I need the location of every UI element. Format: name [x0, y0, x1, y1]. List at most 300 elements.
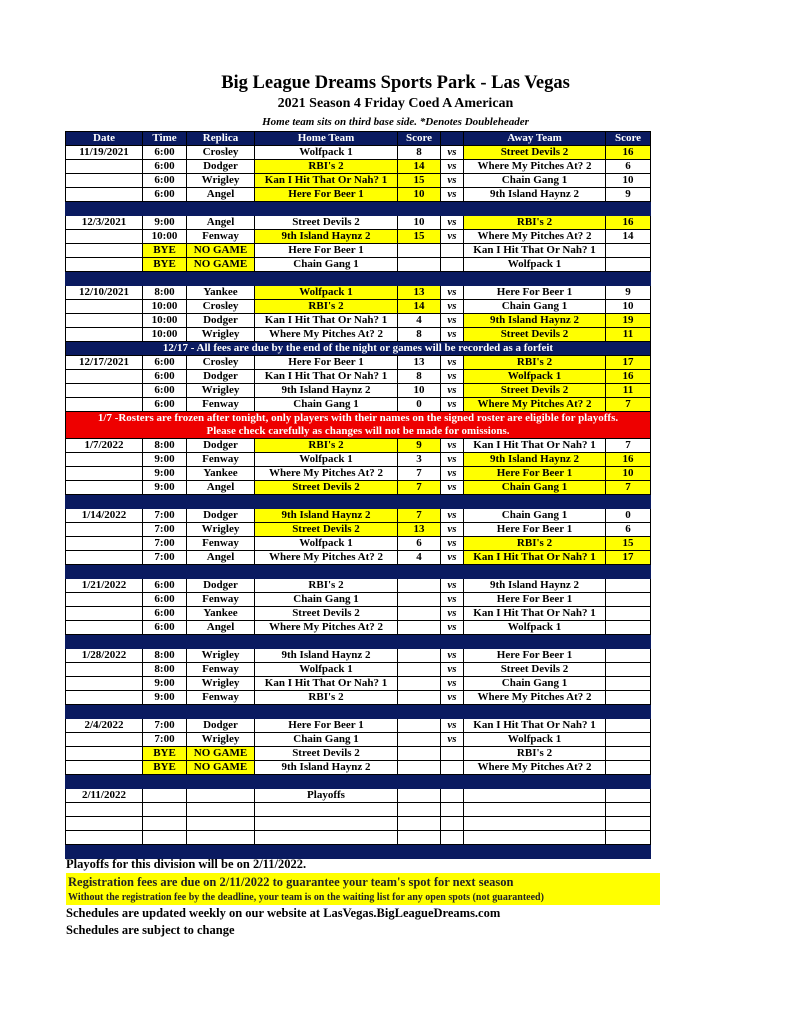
game-date: 2/4/2022 — [66, 719, 143, 733]
away-score — [606, 677, 651, 691]
away-score: 9 — [606, 286, 651, 300]
game-field: Angel — [187, 216, 255, 230]
game-time: BYE — [143, 761, 187, 775]
home-team: RBI's 2 — [255, 160, 398, 174]
away-score — [606, 579, 651, 593]
game-time: BYE — [143, 747, 187, 761]
game-field: Yankee — [187, 467, 255, 481]
game-date — [66, 314, 143, 328]
playoffs-row — [66, 789, 651, 803]
home-team: Here For Beer 1 — [255, 244, 398, 258]
home-team: Street Devils 2 — [255, 747, 398, 761]
game-time: BYE — [143, 244, 187, 258]
col-date: Date — [66, 132, 143, 146]
empty-cell — [66, 803, 143, 817]
table-row — [66, 230, 651, 244]
home-score: 15 — [398, 230, 441, 244]
separator-cell — [606, 202, 651, 216]
away-team: RBI's 2 — [464, 537, 606, 551]
vs-label: vs — [441, 551, 464, 565]
game-time: 9:00 — [143, 677, 187, 691]
week-separator — [66, 202, 651, 216]
game-field: Fenway — [187, 691, 255, 705]
vs-label: vs — [441, 230, 464, 244]
separator-cell — [441, 565, 464, 579]
game-date — [66, 258, 143, 272]
vs-label: vs — [441, 649, 464, 663]
home-team: Chain Gang 1 — [255, 593, 398, 607]
home-team: Where My Pitches At? 2 — [255, 328, 398, 342]
home-score — [398, 649, 441, 663]
home-score — [398, 663, 441, 677]
away-team: Street Devils 2 — [464, 146, 606, 160]
table-row — [66, 244, 651, 258]
game-time: 7:00 — [143, 551, 187, 565]
separator-cell — [66, 635, 143, 649]
game-time: 7:00 — [143, 509, 187, 523]
home-team: Kan I Hit That Or Nah? 1 — [255, 677, 398, 691]
home-score: 13 — [398, 286, 441, 300]
table-row — [66, 523, 651, 537]
empty-cell — [66, 831, 143, 845]
away-team: Chain Gang 1 — [464, 509, 606, 523]
game-time: 8:00 — [143, 663, 187, 677]
vs-label: vs — [441, 467, 464, 481]
game-date — [66, 607, 143, 621]
home-score — [398, 593, 441, 607]
empty-cell — [441, 817, 464, 831]
game-field: NO GAME — [187, 761, 255, 775]
game-time: 8:00 — [143, 286, 187, 300]
separator-cell — [143, 202, 187, 216]
empty-cell — [606, 803, 651, 817]
vs-label — [441, 761, 464, 775]
separator-cell — [464, 635, 606, 649]
separator-cell — [66, 565, 143, 579]
separator-cell — [66, 272, 143, 286]
table-row — [66, 607, 651, 621]
empty-cell — [187, 817, 255, 831]
vs-label: vs — [441, 593, 464, 607]
game-field: Angel — [187, 621, 255, 635]
game-date — [66, 691, 143, 705]
away-score: 10 — [606, 300, 651, 314]
separator-cell — [143, 775, 187, 789]
vs-label: vs — [441, 607, 464, 621]
game-date — [66, 300, 143, 314]
roster-alert-row — [66, 412, 651, 439]
away-score: 6 — [606, 160, 651, 174]
empty-cell — [441, 803, 464, 817]
game-field: Dodger — [187, 719, 255, 733]
game-date — [66, 551, 143, 565]
game-date — [66, 398, 143, 412]
game-date — [66, 537, 143, 551]
game-date — [66, 384, 143, 398]
home-team: Chain Gang 1 — [255, 733, 398, 747]
vs-label: vs — [441, 356, 464, 370]
home-team: Kan I Hit That Or Nah? 1 — [255, 314, 398, 328]
separator-cell — [187, 705, 255, 719]
away-team: Wolfpack 1 — [464, 733, 606, 747]
away-team: Street Devils 2 — [464, 663, 606, 677]
game-field: Dodger — [187, 314, 255, 328]
game-date — [66, 663, 143, 677]
game-date — [66, 481, 143, 495]
home-score — [398, 244, 441, 258]
empty-row — [66, 803, 651, 817]
game-date — [66, 467, 143, 481]
home-score: 14 — [398, 300, 441, 314]
game-field: Dodger — [187, 160, 255, 174]
separator-cell — [187, 202, 255, 216]
page-subtitle: 2021 Season 4 Friday Coed A American — [277, 96, 514, 111]
separator-cell — [255, 705, 398, 719]
empty-cell — [398, 817, 441, 831]
away-score — [606, 621, 651, 635]
empty-cell — [398, 803, 441, 817]
home-score — [398, 733, 441, 747]
game-time: 6:00 — [143, 607, 187, 621]
home-score: 4 — [398, 551, 441, 565]
vs-label: vs — [441, 481, 464, 495]
empty-cell — [606, 831, 651, 845]
empty-row — [66, 831, 651, 845]
away-score: 7 — [606, 439, 651, 453]
away-team: RBI's 2 — [464, 356, 606, 370]
vs-label: vs — [441, 314, 464, 328]
empty-cell — [143, 803, 187, 817]
vs-label: vs — [441, 509, 464, 523]
game-field: Dodger — [187, 579, 255, 593]
separator-cell — [143, 635, 187, 649]
game-time: 6:00 — [143, 370, 187, 384]
game-field: Fenway — [187, 230, 255, 244]
empty-cell — [464, 803, 606, 817]
separator-cell — [255, 635, 398, 649]
week-separator — [66, 495, 651, 509]
col-home-score: Score — [398, 132, 441, 146]
game-time: 7:00 — [143, 733, 187, 747]
game-date: 1/14/2022 — [66, 509, 143, 523]
away-score: 10 — [606, 467, 651, 481]
home-score — [398, 607, 441, 621]
empty-cell — [441, 831, 464, 845]
table-row — [66, 537, 651, 551]
empty-cell — [464, 789, 606, 803]
game-field: Wrigley — [187, 523, 255, 537]
game-date — [66, 230, 143, 244]
home-team: Wolfpack 1 — [255, 453, 398, 467]
away-team: Street Devils 2 — [464, 384, 606, 398]
game-field: Fenway — [187, 453, 255, 467]
table-row — [66, 579, 651, 593]
game-date: 12/3/2021 — [66, 216, 143, 230]
table-row — [66, 593, 651, 607]
empty-cell — [398, 789, 441, 803]
footer-waiting-list-note: Without the registration fee by the deadline, your team is on the waiting list for any open spots (not guaranteed) — [66, 891, 660, 905]
separator-cell — [255, 202, 398, 216]
home-score: 14 — [398, 160, 441, 174]
vs-label: vs — [441, 719, 464, 733]
game-field: Crosley — [187, 300, 255, 314]
home-team: Here For Beer 1 — [255, 188, 398, 202]
game-date — [66, 370, 143, 384]
separator-cell — [441, 495, 464, 509]
away-score — [606, 691, 651, 705]
table-row — [66, 719, 651, 733]
empty-cell — [441, 789, 464, 803]
vs-label: vs — [441, 286, 464, 300]
game-date — [66, 453, 143, 467]
home-team: Where My Pitches At? 2 — [255, 467, 398, 481]
table-row — [66, 356, 651, 370]
vs-label: vs — [441, 384, 464, 398]
home-team: Street Devils 2 — [255, 607, 398, 621]
page-note: Home team sits on third base side. *Denotes Doubleheader — [262, 116, 529, 128]
separator-cell — [143, 705, 187, 719]
home-score — [398, 719, 441, 733]
separator-cell — [606, 272, 651, 286]
separator-cell — [255, 565, 398, 579]
away-team: Chain Gang 1 — [464, 300, 606, 314]
game-field: Crosley — [187, 146, 255, 160]
away-score — [606, 663, 651, 677]
away-score — [606, 733, 651, 747]
home-score: 13 — [398, 356, 441, 370]
table-row — [66, 160, 651, 174]
home-score: 8 — [398, 328, 441, 342]
away-team: Wolfpack 1 — [464, 621, 606, 635]
empty-cell — [187, 803, 255, 817]
game-field: Wrigley — [187, 649, 255, 663]
away-team: Here For Beer 1 — [464, 286, 606, 300]
away-team: Here For Beer 1 — [464, 523, 606, 537]
home-score — [398, 747, 441, 761]
empty-cell — [143, 817, 187, 831]
game-field: Angel — [187, 481, 255, 495]
away-team: Chain Gang 1 — [464, 481, 606, 495]
home-team: Kan I Hit That Or Nah? 1 — [255, 174, 398, 188]
home-team: 9th Island Haynz 2 — [255, 649, 398, 663]
table-row — [66, 677, 651, 691]
vs-label — [441, 747, 464, 761]
game-date — [66, 328, 143, 342]
separator-cell — [606, 705, 651, 719]
away-score: 16 — [606, 370, 651, 384]
col-away-team: Away Team — [464, 132, 606, 146]
away-score: 6 — [606, 523, 651, 537]
table-row — [66, 174, 651, 188]
away-score — [606, 719, 651, 733]
footer-website-note: Schedules are updated weekly on our website at LasVegas.BigLeagueDreams.com — [66, 906, 501, 920]
away-score: 9 — [606, 188, 651, 202]
home-score: 7 — [398, 467, 441, 481]
game-date — [66, 593, 143, 607]
home-team: RBI's 2 — [255, 579, 398, 593]
home-team: 9th Island Haynz 2 — [255, 509, 398, 523]
game-date — [66, 733, 143, 747]
game-field: Wrigley — [187, 328, 255, 342]
game-time: 9:00 — [143, 467, 187, 481]
game-time: 6:00 — [143, 593, 187, 607]
game-time: 6:00 — [143, 398, 187, 412]
game-field: Yankee — [187, 286, 255, 300]
home-team: RBI's 2 — [255, 691, 398, 705]
away-team: Chain Gang 1 — [464, 174, 606, 188]
empty-cell — [255, 831, 398, 845]
game-date: 11/19/2021 — [66, 146, 143, 160]
away-team: Where My Pitches At? 2 — [464, 230, 606, 244]
away-score: 10 — [606, 174, 651, 188]
away-score: 16 — [606, 453, 651, 467]
game-time: 10:00 — [143, 314, 187, 328]
home-team: 9th Island Haynz 2 — [255, 384, 398, 398]
away-team: Where My Pitches At? 2 — [464, 761, 606, 775]
away-score — [606, 258, 651, 272]
away-team: Kan I Hit That Or Nah? 1 — [464, 719, 606, 733]
table-row — [66, 621, 651, 635]
home-score — [398, 579, 441, 593]
vs-label — [441, 244, 464, 258]
game-field: Angel — [187, 188, 255, 202]
separator-cell — [398, 775, 441, 789]
table-row — [66, 300, 651, 314]
col-replica: Replica — [187, 132, 255, 146]
home-score: 10 — [398, 384, 441, 398]
game-field: Fenway — [187, 663, 255, 677]
home-score — [398, 258, 441, 272]
separator-cell — [606, 495, 651, 509]
separator-cell — [398, 565, 441, 579]
away-team: Kan I Hit That Or Nah? 1 — [464, 551, 606, 565]
table-row — [66, 146, 651, 160]
table-row — [66, 733, 651, 747]
separator-cell — [441, 775, 464, 789]
separator-cell — [255, 495, 398, 509]
home-team: Where My Pitches At? 2 — [255, 621, 398, 635]
game-field: Angel — [187, 551, 255, 565]
table-row — [66, 216, 651, 230]
home-score: 0 — [398, 398, 441, 412]
week-separator — [66, 705, 651, 719]
separator-cell — [187, 495, 255, 509]
game-time: 7:00 — [143, 537, 187, 551]
game-time: 7:00 — [143, 719, 187, 733]
separator-cell — [66, 705, 143, 719]
separator-cell — [398, 495, 441, 509]
away-team: Wolfpack 1 — [464, 370, 606, 384]
table-row — [66, 453, 651, 467]
home-score — [398, 677, 441, 691]
game-time: 6:00 — [143, 579, 187, 593]
home-score: 3 — [398, 453, 441, 467]
home-score: 7 — [398, 509, 441, 523]
home-team: RBI's 2 — [255, 300, 398, 314]
away-score — [606, 244, 651, 258]
game-field: Crosley — [187, 356, 255, 370]
away-score: 0 — [606, 509, 651, 523]
vs-label: vs — [441, 663, 464, 677]
away-team: Where My Pitches At? 2 — [464, 691, 606, 705]
vs-label: vs — [441, 188, 464, 202]
game-time: 9:00 — [143, 453, 187, 467]
game-field: Wrigley — [187, 733, 255, 747]
away-score: 16 — [606, 146, 651, 160]
table-row — [66, 286, 651, 300]
away-team: Kan I Hit That Or Nah? 1 — [464, 439, 606, 453]
separator-cell — [187, 565, 255, 579]
separator-cell — [143, 565, 187, 579]
empty-row — [66, 817, 651, 831]
game-date: 1/7/2022 — [66, 439, 143, 453]
separator-cell — [398, 705, 441, 719]
table-row — [66, 370, 651, 384]
away-score — [606, 649, 651, 663]
vs-label: vs — [441, 146, 464, 160]
home-team: Street Devils 2 — [255, 523, 398, 537]
game-date — [66, 523, 143, 537]
vs-label: vs — [441, 174, 464, 188]
game-time: 6:00 — [143, 188, 187, 202]
vs-label: vs — [441, 398, 464, 412]
away-score: 11 — [606, 384, 651, 398]
game-field: NO GAME — [187, 258, 255, 272]
away-score — [606, 593, 651, 607]
home-team: Chain Gang 1 — [255, 258, 398, 272]
table-row — [66, 314, 651, 328]
game-field: NO GAME — [187, 244, 255, 258]
separator-cell — [606, 635, 651, 649]
table-row — [66, 384, 651, 398]
separator-cell — [398, 635, 441, 649]
away-team: Kan I Hit That Or Nah? 1 — [464, 244, 606, 258]
game-date — [66, 174, 143, 188]
away-team: Here For Beer 1 — [464, 467, 606, 481]
table-row — [66, 188, 651, 202]
vs-label: vs — [441, 733, 464, 747]
week-separator — [66, 635, 651, 649]
footer-registration-note: Registration fees are due on 2/11/2022 to guarantee your team's spot for next season — [66, 873, 660, 892]
empty-cell — [187, 789, 255, 803]
table-row — [66, 663, 651, 677]
away-score: 17 — [606, 356, 651, 370]
empty-cell — [255, 817, 398, 831]
col-away-score: Score — [606, 132, 651, 146]
game-field: Fenway — [187, 593, 255, 607]
separator-cell — [464, 202, 606, 216]
home-score: 8 — [398, 370, 441, 384]
game-date — [66, 244, 143, 258]
home-score: 10 — [398, 216, 441, 230]
game-time: 10:00 — [143, 328, 187, 342]
home-team: Chain Gang 1 — [255, 398, 398, 412]
home-score: 9 — [398, 439, 441, 453]
game-date: 1/28/2022 — [66, 649, 143, 663]
separator-cell — [66, 202, 143, 216]
game-time: 9:00 — [143, 216, 187, 230]
game-date — [66, 761, 143, 775]
home-team: Wolfpack 1 — [255, 286, 398, 300]
table-header-row — [66, 132, 651, 146]
table-row — [66, 747, 651, 761]
table-row — [66, 481, 651, 495]
separator-cell — [464, 272, 606, 286]
game-time: 6:00 — [143, 384, 187, 398]
separator-cell — [464, 775, 606, 789]
separator-cell — [143, 495, 187, 509]
game-time: BYE — [143, 258, 187, 272]
